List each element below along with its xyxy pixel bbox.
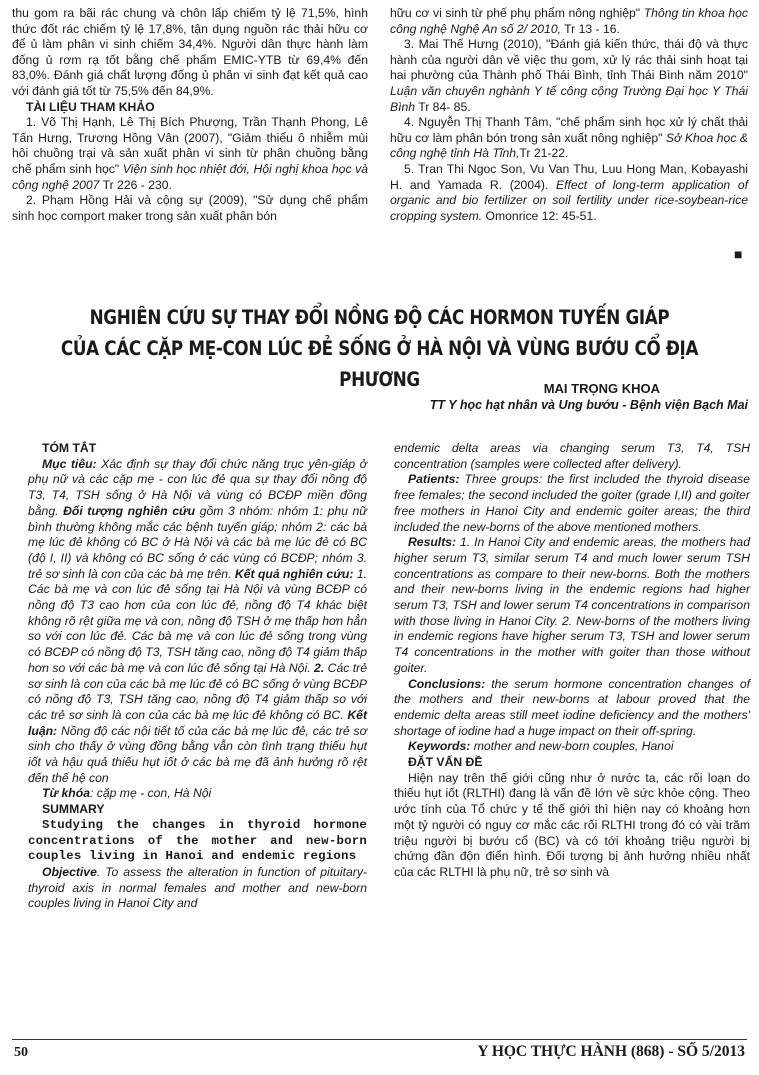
conclusions-label: Conclusions: — [408, 676, 486, 691]
author-affiliation: TT Y học hạt nhân và Ung bướu - Bệnh viện Bạch Mai — [429, 398, 748, 412]
aim-text: Xác định sự thay đổi chức năng trục yên-giáp ở phụ nữ và các cặp mẹ - con lúc đẻ qua sự thay đổi nồng độ T3, T4, TSH sống ở Hà Nội và vùng có BCĐP miền đồng bằng. — [28, 456, 367, 518]
reference-1-pages: Tr 226 - 230. — [99, 177, 172, 192]
summary-heading: SUMMARY — [42, 802, 105, 817]
footer-divider — [12, 1039, 747, 1040]
conclusion-text: Nồng độ các nội tiết tố của các bà mẹ lúc đẻ, các trẻ sơ sinh cho thấy ở vùng đồng bằng vẫn còn tình trạng thiếu hụt iốt và hậu quả thiếu hụt iốt ở các bà mẹ đã ảnh hưởng rõ rệt đến thế hệ con — [28, 723, 367, 785]
results-en-label: Results: — [408, 535, 457, 550]
reference-1-source: Viện sinh học nhiệt đới, Hội nghị khoa học và công nghệ 2007 — [12, 161, 368, 192]
reference-1-text: 1. Võ Thị Hạnh, Lê Thị Bích Phượng, Trần Thạnh Phong, Lê Tấn Hưng, Trương Hồng Vân (2007), "Giảm thiểu ô nhiễm mùi hôi chuồng trại và sản xuất phân vi sinh từ phân chuồng bằng chế phẩm sinh học" — [12, 115, 368, 176]
patients-label: Patients: — [408, 472, 460, 487]
abstract-heading: TÓM TẮT — [42, 441, 97, 455]
introduction-heading: ĐẶT VẤN ĐỀ — [408, 755, 483, 770]
reference-4-pages: Tr 21-22. — [519, 146, 569, 161]
introduction-text: Hiện nay trên thế giới cũng như ở nước ta, các rối loạn do thiếu hụt iốt (RLTHI) đang là vấn đề lớn về sức khỏe cộng. Theo ước tính của Tổ chức y tế thế giới thì hiện nay có khoảng hơn một tỷ người có nguy cơ mắc các rối RLTHI trong đó có vài trăm triệu người bị bướu cổ (BC) và có tới khoảng triệu người bị chứng đần độn điển hình. Đối tượng bị ảnh hưởng nhiều nhất của các RLTHI là phụ nữ, trẻ sơ sinh và — [394, 770, 750, 879]
title-line-1: NGHIÊN CỨU SỰ THAY ĐỔI NỒNG ĐỘ CÁC HORMON TUYẾN GIÁP — [89, 306, 670, 329]
vn-keywords — [28, 786, 367, 802]
reference-5-text: 5. Tran Thi Ngoc Son, Vu Van Thu, Luu Hong Man, Kobayashi H. and Yamada R. (2004). — [390, 161, 748, 192]
title-line-2: CỦA CÁC CẶP MẸ-CON LÚC ĐẺ SỐNG Ở HÀ NỘI VÀ VÙNG BƯỚU CỔ ĐỊA PHƯƠNG — [60, 337, 699, 391]
reference-4-text: 4. Nguyễn Thị Thanh Tâm, "chế phẩm sinh học xử lý chất thải hữu cơ làm phân bón trong sản xuất nông nghiệp" — [390, 115, 748, 145]
results-en-text: 1. In Hanoi City and endemic areas, the mothers had higher serum T3, similar serum T4 and much lower serum TSH concentrations as compare to their new-borns. Both the mothers and their new-borns living in the endemic regions had higher serum T3, TSH and lower serum T4 concentrations in comparison with those living in Hanoi City. 2. New-borns of the mothers living in endemic regions have higher serum T3, TSH and lower serum T4 concentrations in the mother with goiter than those without goiter. — [394, 535, 750, 675]
subjects-text: gồm 3 nhóm: nhóm 1: phụ nữ bình thường không mắc các bệnh tuyến giáp; nhóm 2: các bà mẹ lúc đẻ không có BC ở Hà Nội và các bà mẹ lúc đẻ có BC (độ I, II) và không có BC sống ở các vùng có BCĐP; nhóm 3. trẻ sơ sinh là con của các bà mẹ trên. — [28, 503, 367, 581]
results-paragraph — [394, 535, 750, 676]
objective-text: . To assess the alteration in function of pituitary-thyroid axis in normal females and mother and new-born couples living in Hanoi City and — [28, 864, 367, 911]
objective-label: Objective — [42, 864, 97, 879]
conclusions-paragraph — [394, 677, 750, 740]
end-mark: ■ — [734, 246, 743, 262]
results-label: Kết quả nghiên cứu: — [234, 566, 354, 581]
conclusion-label: Kết luận: — [28, 707, 367, 738]
keywords-en-paragraph — [394, 739, 750, 755]
reference-3-pages: Tr 84- 85. — [415, 99, 471, 114]
reference-5-pages: Omonrice 12: 45-51. — [482, 208, 597, 223]
patients-paragraph — [394, 472, 750, 535]
conclusions-text: the serum hormone concentration changes of the mothers and their new-borns at labour proved that the endemic delta areas still meet iodine deficiency and the mothers' shortage of iodine had a huge impact on their off-spring. — [394, 676, 750, 738]
results-number-2: 2. — [314, 660, 325, 675]
reference-5 — [390, 162, 748, 224]
page-number: 50 — [14, 1045, 28, 1060]
reference-5-title: Effect of long-term application of organic and bio fertilizer on soil fertility under rice-soybean-rice cropping system. — [390, 177, 749, 223]
results-text: 1. Các bà mẹ và con lúc đẻ sống tại Hà Nội và vùng BCĐP có nồng độ T3 cao hơn của con lúc đẻ, nồng độ T4 khác biệt không rõ rệt giữa mẹ và con, nồng độ TSH ở mẹ thấp hơn hẳn so với con lúc đẻ. Các bà mẹ và con lúc đẻ sống trong vùng có BCĐP có nồng độ T3, TSH tăng cao, nồng độ T4 giảm thấp hơn so với các bà mẹ và con lúc đẻ sống tại Hà Nội. — [28, 566, 367, 675]
keywords-en-label: Keywords: — [408, 739, 471, 754]
reference-3-text: 3. Mai Thế Hưng (2010), "Đánh giá kiến thức, thái độ và thực hành của người dân về việc thu gom, xử lý rác thải sinh hoạt tại hai phường của Thành phố Thái Bình, tỉnh Thái Bình năm 2010" — [390, 37, 748, 83]
reference-4 — [390, 115, 748, 162]
author-name: MAI TRỌNG KHOA — [543, 381, 660, 396]
vn-abstract — [28, 457, 367, 787]
aim-label: Mục tiêu: — [42, 456, 97, 471]
references-heading: TÀI LIỆU THAM KHẢO — [26, 99, 155, 114]
reference-3-source: Luận văn chuyên nghành Y tế công cộng Trường Đại học Y Thái Bình — [390, 83, 748, 114]
reference-2-source: Thông tin khoa học công nghệ Nghệ An số 2/ 2010, — [390, 6, 748, 36]
subjects-label: Đối tượng nghiên cứu — [63, 503, 196, 518]
objective-paragraph — [28, 865, 367, 912]
objective-continued: endemic delta areas via changing serum T3, T4, TSH concentration (samples were collected after delivery). — [394, 441, 750, 471]
reference-2-continued — [390, 6, 748, 37]
preceding-article-text: thu gom ra bãi rác chung và chôn lấp chiếm tỷ lệ 71,5%, hình thức đốt rác chiếm tỷ lệ 17,8%, tận dụng nguồn rác thải hữu cơ để ủ làm phân vi sinh chiếm 34,4%. Người dân thực hành làm đống ủ rơm rạ tốt bằng chế phẩm EMIC-YTB từ 69,4% đến 83,0%. Đánh giá chất lượng đống ủ phân vi sinh đạt kết quả cao với đánh giá tốt từ 75,5% đến 84,9%. — [12, 6, 368, 98]
abstract-right-column — [394, 441, 750, 881]
reference-2: 2. Phạm Hồng Hải và cộng sự (2009), "Sử dụng chế phẩm sinh học comport maker trong sản xuất phân bón — [12, 193, 368, 223]
keywords-text: : cặp mẹ - con, Hà Nội — [89, 786, 212, 801]
patients-text: Three groups: the first included the thyroid disease free females; the second included the goiter (grade I,II) and goiter free mothers in Hanoi City and endemic goiter areas; the third included the new-borns of the above mentioned mothers. — [394, 472, 750, 534]
reference-1 — [12, 115, 368, 193]
top-left-column — [12, 6, 368, 224]
top-right-column — [390, 6, 748, 224]
reference-2-text: hữu cơ vi sinh từ phế phụ phẩm nông nghiệp" — [390, 6, 644, 20]
keywords-label: Từ khóa — [42, 786, 90, 801]
abstract-left-column — [28, 441, 367, 912]
reference-4-source: Sở Khoa học & công nghệ tỉnh Hà Tĩnh, — [390, 130, 748, 161]
reference-2-pages: Tr 13 - 16. — [560, 21, 620, 36]
journal-footer: Y HỌC THỰC HÀNH (868) - SỐ 5/2013 — [477, 1043, 745, 1060]
keywords-en-text: mother and new-born couples, Hanoi — [470, 739, 674, 754]
results-text-2: Các trẻ sơ sinh là con của các bà mẹ lúc đẻ có BC sống ở vùng BCĐP có nồng độ T3, TSH tăng cao, nồng độ T4 giảm thấp so với các trẻ sơ sinh là con của các bà mẹ lúc đẻ không có BC. — [28, 660, 367, 722]
reference-3 — [390, 37, 748, 115]
summary-title: Studying the changes in thyroid hormone concentrations of the mother and new-born couples living in Hanoi and endemic regions — [28, 817, 367, 864]
